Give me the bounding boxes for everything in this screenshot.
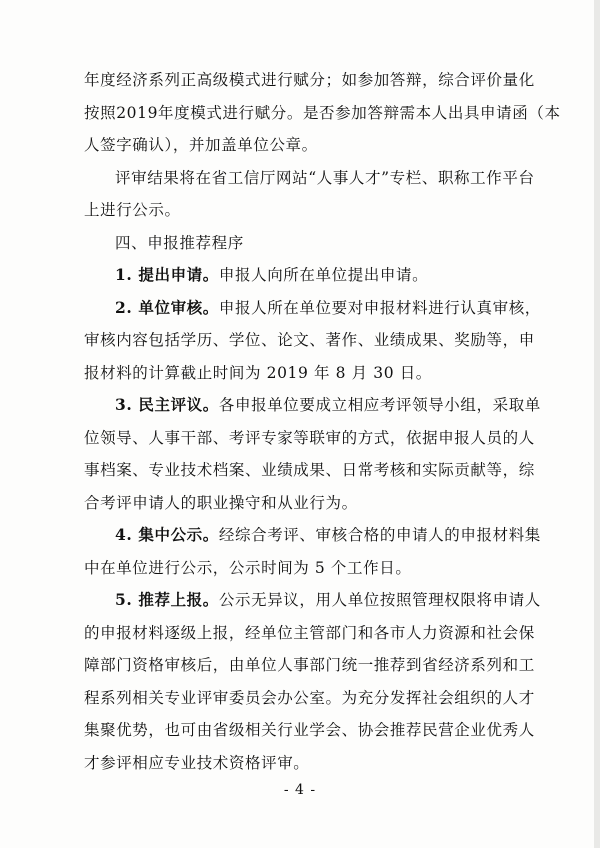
text-line [84, 389, 541, 422]
text-line: 程系列相关专业评审委员会办公室。为充分发挥社会组织的人才 [84, 688, 535, 707]
text-line: 评审结果将在省工信厅网站“人事人才”专栏、职称工作平台 [115, 168, 535, 187]
step-lead: 3. 民主评议。 [115, 395, 219, 414]
text-line: 障部门资格审核后，由单位人事部门统一推荐到省经济系列和工 [84, 656, 535, 674]
text-line: 报材料的计算截止时间为 2019 年 8 月 30 日。 [84, 363, 432, 382]
step-2 [84, 292, 541, 390]
text-line [84, 292, 541, 325]
step-4 [84, 519, 541, 584]
text-line: 年度经济系列正高级模式进行赋分；如参加答辩，综合评价量化 [84, 71, 535, 89]
paragraph-review-results [84, 162, 535, 227]
page-number: - 4 - [283, 782, 317, 798]
text-line [84, 584, 541, 617]
text-line: 人签字确认），并加盖单位公章。 [84, 136, 318, 154]
text-line: 位领导、人事干部、考评专家等联审的方式，依据申报人员的人 [84, 428, 535, 447]
text-line: 合考评申请人的职业操守和从业行为。 [84, 493, 358, 512]
step-lead: 1. 提出申请。 [115, 265, 219, 284]
step-text: 各申报单位要成立相应考评领导小组，采取单 [218, 396, 541, 414]
step-5 [84, 584, 541, 779]
text-line: 审核内容包括学历、学位、论文、著作、业绩成果、奖励等，申 [84, 331, 535, 349]
text-line: 事档案、专业技术档案、业绩成果、日常考核和实际贡献等，综 [84, 461, 535, 479]
step-lead: 4. 集中公示。 [115, 525, 219, 544]
step-text: 经综合考评、审核合格的申请人的申报材料集 [218, 526, 541, 544]
scan-edge [594, 0, 600, 848]
step-lead: 2. 单位审核。 [115, 297, 219, 317]
text-line [84, 259, 516, 292]
paragraph-scoring-continued [84, 64, 561, 162]
step-text: 申报人向所在单位提出申请。 [218, 266, 429, 284]
text-line: 的申报材料逐级上报，经单位主管部门和各市人力资源和社会保 [84, 623, 535, 642]
step-text: 申报人所在单位要对申报材料进行认真审核， [218, 298, 541, 317]
section-heading: 四、申报推荐程序 [115, 233, 244, 252]
text-line: 上进行公示。 [84, 201, 181, 219]
step-1 [84, 259, 516, 292]
step-lead: 5. 推荐上报。 [115, 590, 219, 609]
text-line: 集聚优势，也可由省级相关行业学会、协会推荐民营企业优秀人 [84, 721, 535, 739]
text-line: 才参评相应专业技术资格评审。 [84, 753, 310, 772]
step-3 [84, 389, 541, 519]
text-line: 中在单位进行公示，公示时间为 5 个工作日。 [84, 558, 412, 577]
text-line: 按照2019年度模式进行赋分。是否参加答辩需本人出具申请函（本 [84, 103, 561, 122]
step-text: 公示无异议，用人单位按照管理权限将申请人 [218, 591, 541, 609]
text-line [84, 519, 541, 552]
